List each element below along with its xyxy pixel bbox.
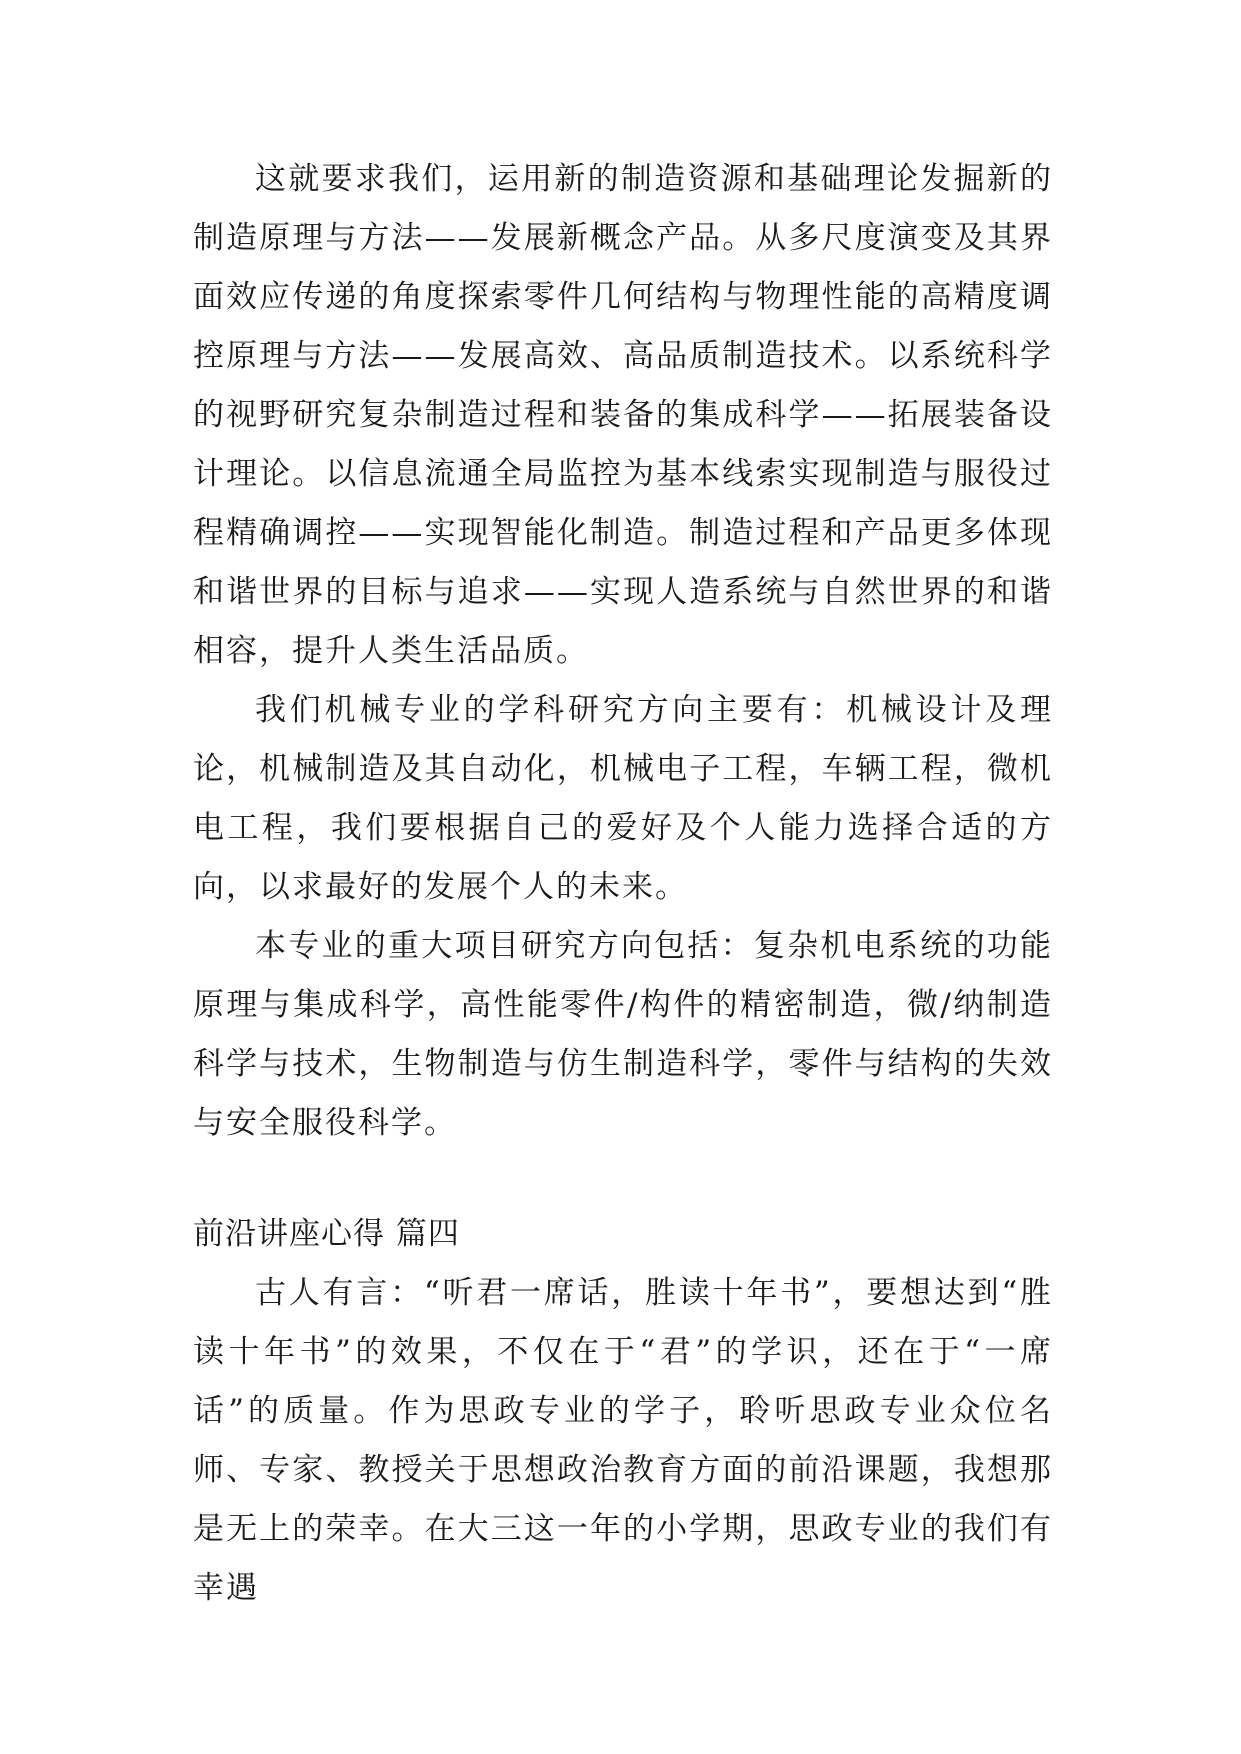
document-body — [193, 150, 1053, 1618]
paragraph-research-directions: 我们机械专业的学科研究方向主要有：机械设计及理论，机械制造及其自动化，机械电子工程，车辆工程，微机电工程，我们要根据自己的爱好及个人能力选择合适的方向，以求最好的发展个人的未来。 — [193, 692, 1053, 905]
section-heading: 前沿讲座心得 篇四 — [193, 1216, 460, 1252]
paragraph-lecture-intro: 古人有言：“听君一席话，胜读十年书”，要想达到“胜读十年书”的效果，不仅在于“君”的学识，还在于“一席话”的质量。作为思政专业的学子，聆听思政专业众位名师、专家、教授关于思想政治教育方面的前沿课题，我想那是无上的荣幸。在大三这一年的小学期，思政专业的我们有幸遇 — [193, 1275, 1053, 1606]
paragraph-major-projects: 本专业的重大项目研究方向包括：复杂机电系统的功能原理与集成科学，高性能零件/构件的精密制造，微/纳制造科学与技术，生物制造与仿生制造科学，零件与结构的失效与安全服役科学。 — [193, 928, 1053, 1141]
paragraph-manufacturing-principles: 这就要求我们，运用新的制造资源和基础理论发掘新的制造原理与方法——发展新概念产品。从多尺度演变及其界面效应传递的角度探索零件几何结构与物理性能的高精度调控原理与方法——发展高效、高品质制造技术。以系统科学的视野研究复杂制造过程和装备的集成科学——拓展装备设计理论。以信息流通全局监控为基本线索实现制造与服役过程精确调控——实现智能化制造。制造过程和产品更多体现和谐世界的目标与追求——实现人造系统与自然世界的和谐相容，提升人类生活品质。 — [193, 161, 1053, 669]
